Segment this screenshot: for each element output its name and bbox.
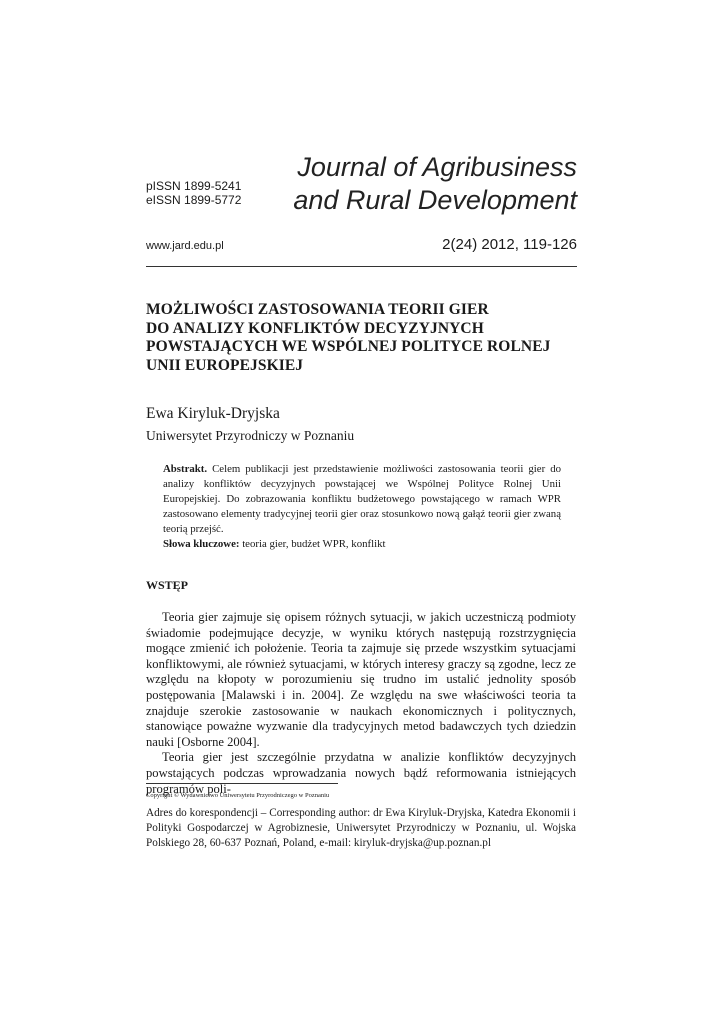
journal-website: www.jard.edu.pl [146,240,224,252]
eissn: eISSN 1899-5772 [146,193,242,207]
keywords-text: teoria gier, budżet WPR, konflikt [242,538,386,550]
keywords-label: Słowa kluczowe: [163,538,240,550]
author-affiliation: Uniwersytet Przyrodniczy w Poznaniu [146,428,355,443]
article-title-line: POWSTAJĄCYCH WE WSPÓLNEJ POLITYCE ROLNEJ [146,338,551,355]
pissn: pISSN 1899-5241 [146,179,242,193]
keywords [163,538,385,550]
abstract-text: Celem publikacji jest przedstawienie możliwości zastosowania teorii gier do analizy konfliktów decyzyjnych powstającej we Wspólnej Polityce Rolnej Unii Europejskiej. Do zobrazowania konfliktu budżetowego powstającego w ramach WPR zastosowano elementy tradycyjnej teorii gier oraz stosunkowo nową gałąź teorii gier zwaną teorią przejść. [163,463,561,535]
correspondence-note: Adres do korespondencji – Corresponding author: dr Ewa Kiryluk-Dryjska, Katedra Ekonomii i Polityki Gospodarczej w Agrobiznesie, Uniwersytet Przyrodniczy w Poznaniu, ul. Wojska Polskiego 28, 60-637 Poznań, Poland, e-mail: kiryluk-dryjska@up.poznan.pl [146,807,576,849]
article-title [146,301,586,375]
footnote-divider [146,783,338,784]
journal-title-line-2: and Rural Development [293,185,577,215]
article-title-line: MOŻLIWOŚCI ZASTOSOWANIA TEORII GIER [146,301,489,318]
header-divider [146,266,577,267]
abstract [163,462,561,537]
body-text [146,610,576,797]
copyright-notice: Copyright © Wydawnictwo Uniwersytetu Przyrodniczego w Poznaniu [146,792,330,799]
article-title-line: UNII EUROPEJSKIEJ [146,356,304,374]
journal-title [293,151,577,217]
article-title-line: DO ANALIZY KONFLIKTÓW DECYZYJNYCH [146,319,484,337]
section-heading: WSTĘP [146,578,189,592]
abstract-label: Abstrakt. [163,463,208,475]
issn-block [146,179,241,207]
body-paragraph: Teoria gier zajmuje się opisem różnych sytuacji, w jakich uczestniczą podmioty świadomie podejmujące decyzje, w wyniku których następują rozstrzygnięcia mogące zmienić ich położenie. Teoria ta zajmuje się przede wszystkim sytuacjami konfliktowymi, ale również sytuacjami, w których interesy graczy są zgodne, lecz ze względu na kłopoty w porozumieniu się trudno im ustalić jednolity sposób postępowania [Malawski i in. 2004]. Ze względu na swe właściwości teoria ta znajduje szerokie zastosowanie w naukach ekonomicznych i politycznych, stanowiące poważne wyzwanie dla tradycyjnych metod badawczych tych dziedzin nauki [Osborne 2004]. [146,610,576,749]
body-paragraph: Teoria gier jest szczególnie przydatna w analizie konfliktów decyzyjnych powstających podczas wprowadzania nowych bądź reformowania istniejących programów poli- [146,750,576,796]
journal-title-line-1: Journal of Agribusiness [297,152,577,182]
issue-pages: 2(24) 2012, 119-126 [442,236,577,253]
author-name: Ewa Kiryluk-Dryjska [146,405,280,422]
